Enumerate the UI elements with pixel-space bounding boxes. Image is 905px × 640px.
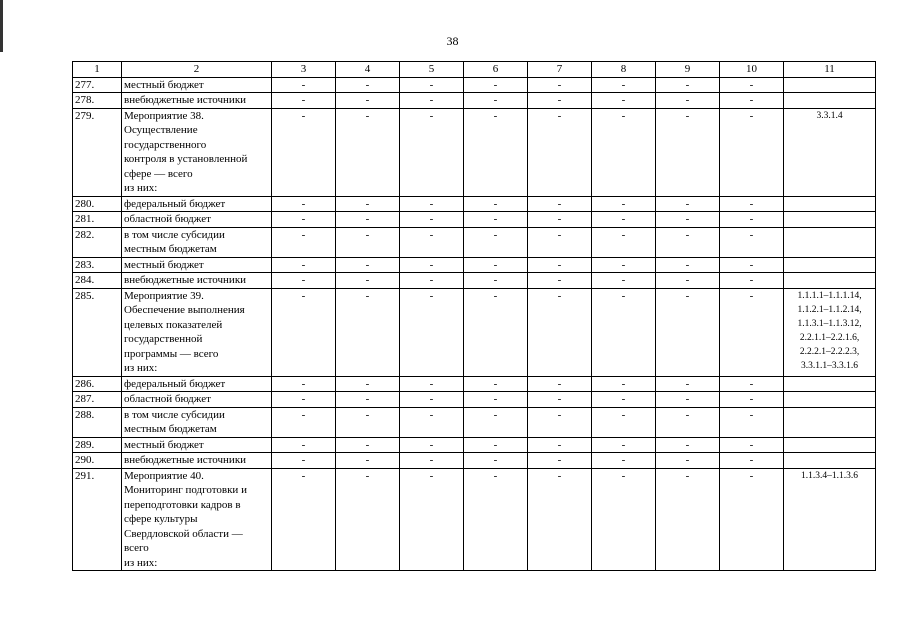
value-cell: - [720, 196, 784, 212]
table-body [73, 62, 876, 571]
value-cell: - [400, 93, 464, 109]
row-name-line: всего [124, 542, 149, 554]
value-cell: - [592, 257, 656, 273]
table-row [73, 212, 876, 228]
row-name-line: федеральный бюджет [124, 377, 226, 390]
value-cell: - [464, 392, 528, 408]
value-cell: - [528, 453, 592, 469]
target-indicators-cell [784, 93, 876, 109]
row-name-line: местный бюджет [124, 438, 204, 451]
target-indicator-line: 1.1.3.1–1.1.3.12, [797, 318, 862, 329]
column-header: 9 [656, 62, 720, 78]
row-name [122, 453, 272, 469]
row-name-line: государственного [124, 138, 207, 151]
value-cell: - [272, 257, 336, 273]
value-cell: - [272, 288, 336, 376]
table-row [73, 288, 876, 376]
value-cell: - [720, 108, 784, 196]
value-cell: - [720, 77, 784, 93]
row-name-line: программы — всего [124, 347, 219, 360]
value-cell: - [464, 468, 528, 571]
row-name [122, 212, 272, 228]
row-name-line: областной бюджет [124, 393, 211, 405]
value-cell: - [400, 376, 464, 392]
row-number: 291. [73, 468, 122, 571]
value-cell: - [528, 93, 592, 109]
value-cell: - [336, 453, 400, 469]
value-cell: - [592, 108, 656, 196]
value-cell: - [464, 257, 528, 273]
value-cell: - [528, 468, 592, 571]
value-cell: - [528, 77, 592, 93]
row-name-line: Мониторинг подготовки и [124, 484, 247, 496]
table-row [73, 196, 876, 212]
table-row [73, 93, 876, 109]
value-cell: - [464, 93, 528, 109]
value-cell: - [272, 77, 336, 93]
value-cell: - [464, 227, 528, 257]
target-indicator-line: 1.1.3.4–1.1.3.6 [801, 470, 858, 481]
target-indicator-line: 1.1.2.1–1.1.2.14, [797, 304, 862, 315]
row-number: 283. [73, 257, 122, 273]
page-number: 38 [446, 34, 459, 48]
column-header: 2 [122, 62, 272, 78]
value-cell: - [336, 407, 400, 437]
row-name [122, 288, 272, 376]
value-cell: - [336, 196, 400, 212]
value-cell: - [336, 288, 400, 376]
value-cell: - [272, 468, 336, 571]
target-indicators-cell [784, 273, 876, 289]
value-cell: - [336, 468, 400, 571]
value-cell: - [464, 212, 528, 228]
value-cell: - [400, 227, 464, 257]
row-name-line: внебюджетные источники [124, 94, 247, 106]
value-cell: - [720, 273, 784, 289]
table-row [73, 437, 876, 453]
value-cell: - [656, 273, 720, 289]
value-cell: - [400, 257, 464, 273]
row-name-line: сфере — всего [124, 167, 193, 180]
target-indicators-cell [784, 227, 876, 257]
value-cell: - [528, 376, 592, 392]
table-row [73, 407, 876, 437]
row-name-line: областной бюджет [124, 213, 211, 225]
row-name-line: Мероприятие 39. [124, 289, 204, 302]
value-cell: - [528, 227, 592, 257]
row-name-line: Мероприятие 38. [124, 109, 204, 122]
row-name-line: из них: [124, 362, 158, 374]
value-cell: - [464, 288, 528, 376]
target-indicators-cell [784, 257, 876, 273]
row-name [122, 227, 272, 257]
row-name [122, 93, 272, 109]
value-cell: - [464, 407, 528, 437]
value-cell: - [592, 453, 656, 469]
row-name [122, 376, 272, 392]
row-name [122, 196, 272, 212]
value-cell: - [400, 288, 464, 376]
value-cell: - [592, 227, 656, 257]
value-cell: - [464, 453, 528, 469]
value-cell: - [272, 273, 336, 289]
value-cell: - [592, 437, 656, 453]
value-cell: - [656, 437, 720, 453]
value-cell: - [656, 468, 720, 571]
target-indicators-cell [784, 212, 876, 228]
target-indicators-cell [784, 437, 876, 453]
target-indicator-line: 3.3.1.4 [816, 110, 843, 121]
table-row [73, 392, 876, 408]
value-cell: - [720, 288, 784, 376]
column-header: 7 [528, 62, 592, 78]
row-name-line: из них: [124, 556, 158, 569]
value-cell: - [272, 392, 336, 408]
value-cell: - [720, 93, 784, 109]
value-cell: - [400, 407, 464, 437]
value-cell: - [656, 288, 720, 376]
value-cell: - [528, 273, 592, 289]
value-cell: - [656, 392, 720, 408]
row-name-line: переподготовки кадров в [124, 498, 241, 511]
row-number: 284. [73, 273, 122, 289]
value-cell: - [592, 376, 656, 392]
value-cell: - [336, 212, 400, 228]
table-row [73, 108, 876, 196]
row-name-line: Свердловской области — [124, 527, 243, 540]
row-name-line: внебюджетные источники [124, 274, 247, 286]
row-name-line: федеральный бюджет [124, 197, 226, 210]
value-cell: - [528, 108, 592, 196]
column-header: 6 [464, 62, 528, 78]
row-name [122, 257, 272, 273]
table-row [73, 273, 876, 289]
row-number: 289. [73, 437, 122, 453]
row-name-line: контроля в установленной [124, 153, 248, 165]
row-name-line: Мероприятие 40. [124, 469, 204, 482]
value-cell: - [336, 257, 400, 273]
row-name-line: местным бюджетам [124, 243, 217, 255]
row-number: 277. [73, 77, 122, 93]
value-cell: - [720, 392, 784, 408]
value-cell: - [592, 212, 656, 228]
row-name-line: из них: [124, 182, 158, 194]
value-cell: - [592, 468, 656, 571]
row-number: 281. [73, 212, 122, 228]
value-cell: - [528, 257, 592, 273]
value-cell: - [656, 257, 720, 273]
target-indicator-line: 2.2.2.1–2.2.2.3, [799, 346, 860, 357]
value-cell: - [528, 196, 592, 212]
target-indicators-cell [784, 376, 876, 392]
value-cell: - [592, 407, 656, 437]
column-header: 10 [720, 62, 784, 78]
value-cell: - [656, 407, 720, 437]
row-number: 288. [73, 407, 122, 437]
row-name [122, 468, 272, 571]
target-indicators-cell [784, 288, 876, 376]
row-number: 279. [73, 108, 122, 196]
column-header: 11 [784, 62, 876, 78]
value-cell: - [592, 288, 656, 376]
row-number: 287. [73, 392, 122, 408]
value-cell: - [272, 196, 336, 212]
target-indicators-cell [784, 196, 876, 212]
value-cell: - [336, 227, 400, 257]
value-cell: - [272, 437, 336, 453]
row-name [122, 273, 272, 289]
value-cell: - [400, 392, 464, 408]
value-cell: - [336, 77, 400, 93]
table-row [73, 77, 876, 93]
value-cell: - [336, 273, 400, 289]
value-cell: - [656, 93, 720, 109]
row-number: 285. [73, 288, 122, 376]
column-header: 8 [592, 62, 656, 78]
value-cell: - [464, 108, 528, 196]
value-cell: - [400, 453, 464, 469]
value-cell: - [464, 273, 528, 289]
column-header: 5 [400, 62, 464, 78]
row-name-line: Обеспечение выполнения [124, 304, 245, 316]
value-cell: - [592, 93, 656, 109]
row-number: 282. [73, 227, 122, 257]
value-cell: - [272, 376, 336, 392]
value-cell: - [464, 376, 528, 392]
value-cell: - [336, 437, 400, 453]
value-cell: - [528, 392, 592, 408]
value-cell: - [272, 453, 336, 469]
value-cell: - [400, 77, 464, 93]
row-name-line: в том числе субсидии [124, 408, 225, 421]
value-cell: - [336, 93, 400, 109]
value-cell: - [272, 93, 336, 109]
row-number: 290. [73, 453, 122, 469]
value-cell: - [528, 407, 592, 437]
row-name-line: внебюджетные источники [124, 454, 247, 466]
row-name [122, 108, 272, 196]
table-row [73, 468, 876, 571]
value-cell: - [400, 437, 464, 453]
target-indicator-line: 3.3.1.1–3.3.1.6 [801, 360, 858, 371]
row-name-line: местным бюджетам [124, 423, 217, 435]
value-cell: - [720, 437, 784, 453]
value-cell: - [720, 453, 784, 469]
value-cell: - [592, 392, 656, 408]
value-cell: - [592, 196, 656, 212]
value-cell: - [336, 392, 400, 408]
value-cell: - [720, 257, 784, 273]
value-cell: - [592, 77, 656, 93]
value-cell: - [400, 273, 464, 289]
value-cell: - [464, 77, 528, 93]
column-header: 4 [336, 62, 400, 78]
target-indicators-cell [784, 453, 876, 469]
row-name-line: целевых показателей [124, 318, 223, 331]
value-cell: - [272, 407, 336, 437]
target-indicators-cell [784, 77, 876, 93]
table-row [73, 453, 876, 469]
target-indicators-cell [784, 108, 876, 196]
budget-table [72, 61, 876, 571]
target-indicator-line: 1.1.1.1–1.1.1.14, [797, 290, 862, 301]
value-cell: - [720, 227, 784, 257]
row-name-line: сфере культуры [124, 513, 198, 525]
value-cell: - [400, 468, 464, 571]
row-number: 280. [73, 196, 122, 212]
row-name-line: в том числе субсидии [124, 228, 225, 241]
value-cell: - [464, 196, 528, 212]
value-cell: - [272, 108, 336, 196]
value-cell: - [656, 108, 720, 196]
value-cell: - [720, 468, 784, 571]
target-indicator-line: 2.2.1.1–2.2.1.6, [799, 332, 860, 343]
value-cell: - [400, 108, 464, 196]
row-number: 278. [73, 93, 122, 109]
value-cell: - [720, 407, 784, 437]
value-cell: - [720, 212, 784, 228]
value-cell: - [336, 108, 400, 196]
value-cell: - [400, 212, 464, 228]
value-cell: - [528, 212, 592, 228]
value-cell: - [656, 376, 720, 392]
table-row [73, 257, 876, 273]
table-row [73, 376, 876, 392]
value-cell: - [656, 212, 720, 228]
value-cell: - [464, 437, 528, 453]
row-name-line: Осуществление [124, 124, 198, 136]
row-number: 286. [73, 376, 122, 392]
row-name [122, 392, 272, 408]
header-row [73, 62, 876, 78]
value-cell: - [336, 376, 400, 392]
column-header: 1 [73, 62, 122, 78]
row-name-line: местный бюджет [124, 258, 204, 271]
value-cell: - [656, 227, 720, 257]
row-name [122, 437, 272, 453]
target-indicators-cell [784, 468, 876, 571]
row-name [122, 77, 272, 93]
column-header: 3 [272, 62, 336, 78]
value-cell: - [400, 196, 464, 212]
row-name-line: государственной [124, 333, 203, 345]
target-indicators-cell [784, 407, 876, 437]
value-cell: - [656, 453, 720, 469]
value-cell: - [592, 273, 656, 289]
row-name [122, 407, 272, 437]
value-cell: - [272, 227, 336, 257]
row-name-line: местный бюджет [124, 78, 204, 91]
value-cell: - [720, 376, 784, 392]
value-cell: - [272, 212, 336, 228]
value-cell: - [528, 437, 592, 453]
value-cell: - [528, 288, 592, 376]
target-indicators-cell [784, 392, 876, 408]
value-cell: - [656, 196, 720, 212]
table-row [73, 227, 876, 257]
value-cell: - [656, 77, 720, 93]
